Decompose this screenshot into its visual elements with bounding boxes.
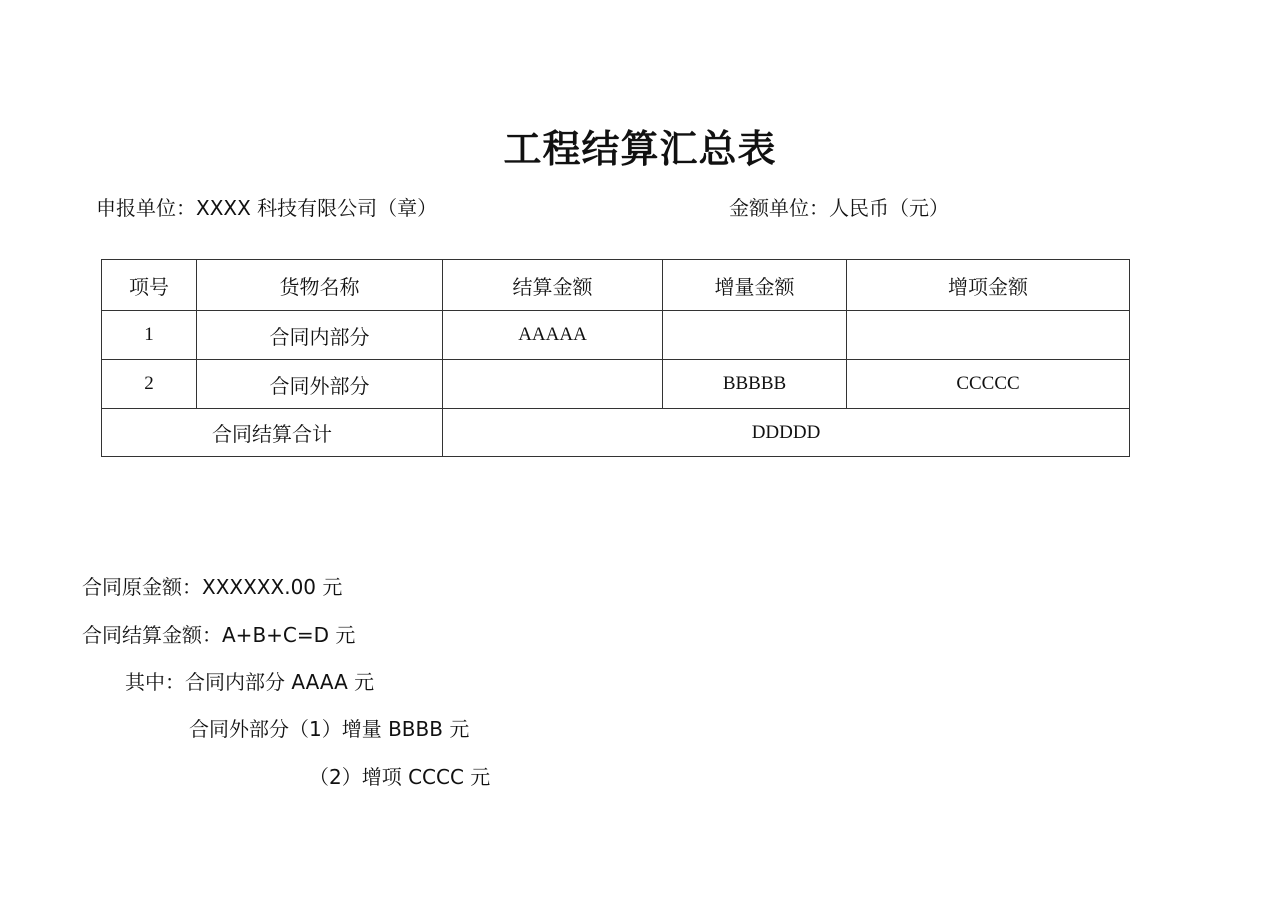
header-settlement-amount: 结算金额: [443, 260, 663, 311]
cell-addition-amount: [847, 311, 1130, 360]
applicant-unit: 申报单位：XXXX 科技有限公司（章）: [96, 196, 438, 220]
note-outside-addition: （2）增项 CCCC 元: [309, 765, 491, 789]
settlement-summary-table: [101, 259, 1130, 457]
total-value: DDDDD: [443, 409, 1130, 457]
header-increment-amount: 增量金额: [663, 260, 847, 311]
header-addition-amount: 增项金额: [847, 260, 1130, 311]
table-header-row: [102, 260, 1130, 311]
table-total-row: [102, 409, 1130, 457]
note-original-amount: 合同原金额：XXXXXX.00 元: [82, 575, 343, 599]
header-item-no: 项号: [102, 260, 197, 311]
note-inside-part: 其中：合同内部分 AAAA 元: [125, 670, 375, 694]
cell-settlement-amount: AAAAA: [443, 311, 663, 360]
cell-item-no: 2: [102, 360, 197, 409]
cell-goods-name: 合同内部分: [197, 311, 443, 360]
note-settlement-amount: 合同结算金额：A+B+C=D 元: [82, 623, 356, 647]
table-row: [102, 311, 1130, 360]
table-row: [102, 360, 1130, 409]
cell-settlement-amount: [443, 360, 663, 409]
currency-unit: 金额单位：人民币（元）: [729, 196, 949, 220]
total-label: 合同结算合计: [102, 409, 443, 457]
cell-goods-name: 合同外部分: [197, 360, 443, 409]
page-title: 工程结算汇总表: [503, 127, 777, 171]
cell-item-no: 1: [102, 311, 197, 360]
cell-increment-amount: BBBBB: [663, 360, 847, 409]
cell-addition-amount: CCCCC: [847, 360, 1130, 409]
note-outside-increment: 合同外部分（1）增量 BBBB 元: [189, 717, 470, 741]
header-goods-name: 货物名称: [197, 260, 443, 311]
cell-increment-amount: [663, 311, 847, 360]
